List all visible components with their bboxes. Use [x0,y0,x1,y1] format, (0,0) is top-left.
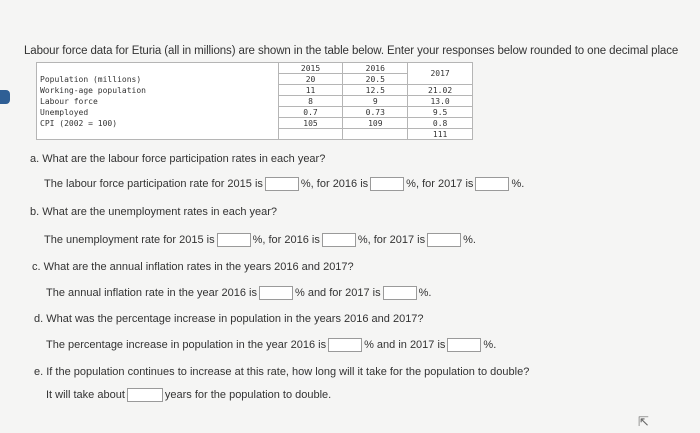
answer-text: %, for 2016 is [300,177,369,190]
answer-line-b [44,233,476,247]
unemployment-2017-input[interactable] [427,233,461,247]
pop-increase-2016-input[interactable] [328,338,362,352]
row-label: Working-age population [37,85,279,96]
table-cell: 0.73 [343,107,408,118]
side-panel-tab[interactable] [0,90,10,104]
answer-line-c [46,286,431,300]
table-cell: 13.0 [408,96,473,107]
inflation-2016-input[interactable] [259,286,293,300]
answer-text: % and for 2017 is [294,286,381,299]
answer-text: years for the population to double. [164,388,332,401]
table-cell: 111 [408,129,473,140]
answer-text: The percentage increase in population in the year 2016 is [46,338,327,351]
table-cell-blank [278,129,343,140]
answer-line-d [46,338,496,352]
table-cell-blank [343,129,408,140]
answer-text: %. [418,286,432,299]
instructions-text: Labour force data for Eturia (all in millions) are shown in the table below. Enter your responses below rounded to one decimal place [24,45,679,57]
answer-line-a [44,177,524,191]
participation-2017-input[interactable] [475,177,509,191]
table-cell: 109 [343,118,408,129]
table-cell: 11 [278,85,343,96]
unemployment-2016-input[interactable] [322,233,356,247]
inflation-2017-input[interactable] [383,286,417,300]
answer-text: %, for 2017 is [406,177,474,190]
question-a: a. What are the labour force participation rates in each year? [30,153,326,165]
table-cell: 20.5 [343,74,408,85]
question-b: b. What are the unemployment rates in each year? [30,206,278,218]
year-header: 2017 [408,63,473,85]
answer-text: It will take about [46,388,125,401]
answer-text: %. [463,233,476,246]
answer-text: The annual inflation rate in the year 2016 is [46,286,257,299]
unemployment-2015-input[interactable] [217,233,251,247]
answer-text: % and in 2017 is [364,338,446,351]
table-cell: 21.02 [408,85,473,96]
pop-increase-2017-input[interactable] [447,338,481,352]
answer-text: %. [483,338,497,351]
answer-text: %, for 2016 is [252,233,320,246]
participation-2015-input[interactable] [265,177,299,191]
answer-text: %. [511,177,525,190]
question-d: d. What was the percentage increase in population in the years 2016 and 2017? [34,313,424,325]
table-cell: 12.5 [343,85,408,96]
table-cell: 20 [278,74,343,85]
row-label: Unemployed [37,107,279,118]
table-cell: 9 [343,96,408,107]
table-cell: 9.5 [408,107,473,118]
row-label: Population (millions) [37,74,279,85]
answer-text: The unemployment rate for 2015 is [44,233,215,246]
year-header: 2016 [343,63,408,74]
answer-line-e [46,388,331,402]
table-footer-blank [37,129,279,140]
participation-2016-input[interactable] [370,177,404,191]
table-header-blank [37,63,279,74]
question-c: c. What are the annual inflation rates in the years 2016 and 2017? [32,261,354,273]
table-cell: 0.8 [408,118,473,129]
table-cell: 8 [278,96,343,107]
mouse-cursor-icon: ⇱ [638,414,649,429]
answer-text: The labour force participation rate for 2015 is [44,177,263,190]
answer-text: %, for 2017 is [357,233,426,246]
row-label: CPI (2002 = 100) [37,118,279,129]
table-cell: 0.7 [278,107,343,118]
doubling-years-input[interactable] [127,388,163,402]
row-label: Labour force [37,96,279,107]
table-cell: 105 [278,118,343,129]
question-e: e. If the population continues to increase at this rate, how long will it take for the population to double? [34,366,530,378]
year-header: 2015 [278,63,343,74]
labour-force-table [36,62,473,140]
